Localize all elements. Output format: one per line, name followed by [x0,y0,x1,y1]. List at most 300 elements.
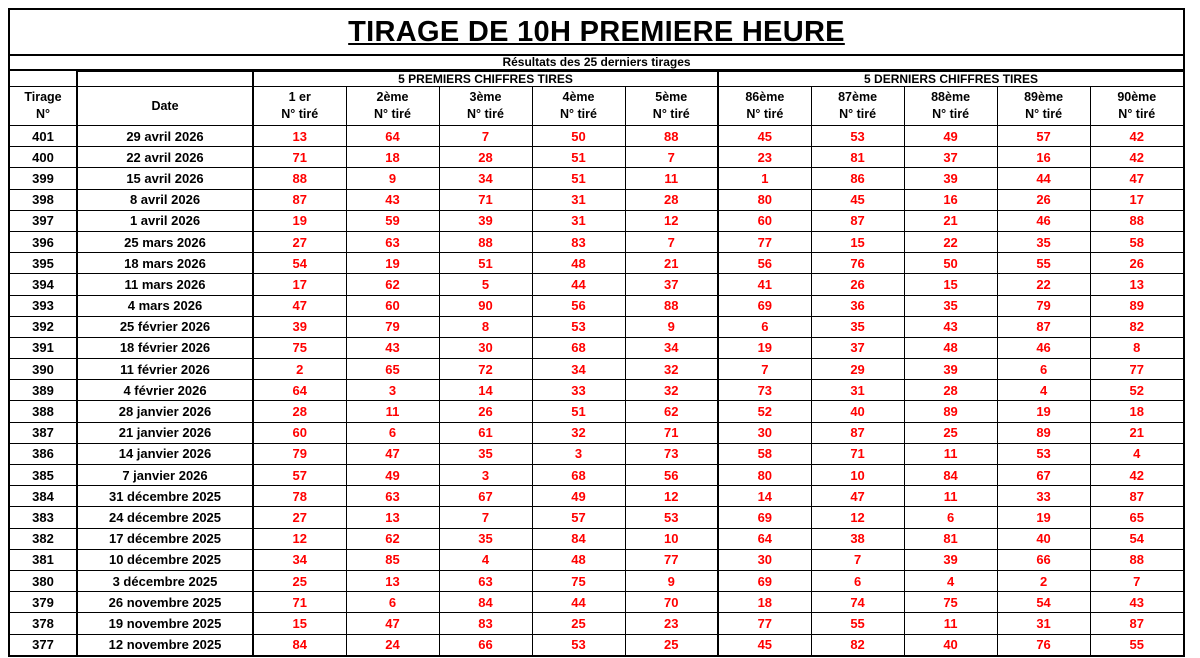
drawn-number: 30 [718,549,811,570]
header-col-4 [532,87,625,126]
drawn-number: 51 [532,401,625,422]
drawn-number: 19 [718,337,811,358]
drawn-number: 15 [811,231,904,252]
drawn-number: 77 [1090,359,1183,380]
drawn-number: 55 [997,253,1090,274]
draw-date: 25 mars 2026 [77,231,253,252]
header-tirage-line: Tirage [24,90,62,104]
header-col-6 [718,87,811,126]
drawn-number: 88 [1090,549,1183,570]
drawn-number: 35 [811,316,904,337]
drawn-number: 83 [439,613,532,634]
group-empty-cell [10,72,77,87]
table-row [10,231,1183,252]
drawn-number: 8 [1090,337,1183,358]
drawn-number: 71 [253,147,346,168]
drawn-number: 63 [346,231,439,252]
drawn-number: 75 [532,570,625,591]
header-col-line: N° tiré [374,107,411,121]
drawn-number: 87 [1090,613,1183,634]
draw-number: 401 [10,126,77,147]
table-row [10,126,1183,147]
draw-number: 393 [10,295,77,316]
drawn-number: 7 [439,126,532,147]
drawn-number: 77 [718,231,811,252]
draw-date: 26 novembre 2025 [77,592,253,613]
draw-number: 381 [10,549,77,570]
header-col-line: N° tiré [560,107,597,121]
drawn-number: 86 [811,168,904,189]
drawn-number: 24 [346,634,439,655]
drawn-number: 88 [1090,210,1183,231]
group-header-row [10,72,1183,87]
draw-date: 11 mars 2026 [77,274,253,295]
drawn-number: 75 [253,337,346,358]
drawn-number: 15 [253,613,346,634]
header-col-line: 1 er [288,90,311,104]
drawn-number: 84 [904,465,997,486]
drawn-number: 34 [439,168,532,189]
drawn-number: 10 [811,465,904,486]
drawn-number: 53 [625,507,718,528]
drawn-number: 44 [532,592,625,613]
drawn-number: 38 [811,528,904,549]
drawn-number: 60 [718,210,811,231]
drawn-number: 9 [346,168,439,189]
draw-date: 18 février 2026 [77,337,253,358]
drawn-number: 49 [904,126,997,147]
drawn-number: 58 [718,443,811,464]
drawn-number: 47 [253,295,346,316]
results-table [10,71,1183,655]
table-row [10,253,1183,274]
drawn-number: 56 [718,253,811,274]
drawn-number: 46 [997,337,1090,358]
table-row [10,634,1183,655]
drawn-number: 66 [439,634,532,655]
drawn-number: 87 [1090,486,1183,507]
drawn-number: 18 [346,147,439,168]
drawn-number: 57 [997,126,1090,147]
drawn-number: 8 [439,316,532,337]
drawn-number: 40 [904,634,997,655]
drawn-number: 31 [532,210,625,231]
drawn-number: 47 [346,613,439,634]
table-row [10,401,1183,422]
header-col-line: 87ème [838,90,878,104]
drawn-number: 35 [439,528,532,549]
title-bar [10,10,1183,56]
draw-number: 377 [10,634,77,655]
drawn-number: 33 [997,486,1090,507]
drawn-number: 51 [532,168,625,189]
drawn-number: 76 [997,634,1090,655]
drawn-number: 9 [625,316,718,337]
drawn-number: 45 [811,189,904,210]
drawn-number: 23 [718,147,811,168]
drawn-number: 37 [625,274,718,295]
drawn-number: 63 [439,570,532,591]
drawn-number: 53 [811,126,904,147]
drawn-number: 80 [718,465,811,486]
drawn-number: 84 [253,634,346,655]
drawn-number: 66 [997,549,1090,570]
drawn-number: 50 [532,126,625,147]
table-row [10,359,1183,380]
drawn-number: 11 [904,486,997,507]
draw-date: 25 février 2026 [77,316,253,337]
drawn-number: 28 [253,401,346,422]
table-row [10,422,1183,443]
draw-number: 384 [10,486,77,507]
drawn-number: 31 [532,189,625,210]
drawn-number: 49 [532,486,625,507]
drawn-number: 32 [532,422,625,443]
drawn-number: 35 [439,443,532,464]
drawn-number: 35 [997,231,1090,252]
header-col-line: 88ème [931,90,971,104]
drawn-number: 59 [346,210,439,231]
drawn-number: 34 [532,359,625,380]
header-col-5 [625,87,718,126]
drawn-number: 7 [625,147,718,168]
draw-date: 18 mars 2026 [77,253,253,274]
drawn-number: 11 [625,168,718,189]
drawn-number: 4 [904,570,997,591]
drawn-number: 88 [625,126,718,147]
drawn-number: 48 [532,253,625,274]
drawn-number: 11 [904,443,997,464]
drawn-number: 85 [346,549,439,570]
table-row [10,168,1183,189]
drawn-number: 26 [1090,253,1183,274]
drawn-number: 45 [718,126,811,147]
drawn-number: 10 [625,528,718,549]
drawn-number: 88 [439,231,532,252]
group-last-five: 5 DERNIERS CHIFFRES TIRES [718,72,1183,87]
drawn-number: 47 [1090,168,1183,189]
draw-date: 10 décembre 2025 [77,549,253,570]
drawn-number: 18 [1090,401,1183,422]
header-col-line: N° tiré [839,107,877,121]
drawn-number: 82 [1090,316,1183,337]
draw-number: 382 [10,528,77,549]
drawn-number: 3 [346,380,439,401]
drawn-number: 35 [904,295,997,316]
draw-date: 28 janvier 2026 [77,401,253,422]
table-row [10,316,1183,337]
drawn-number: 44 [532,274,625,295]
drawn-number: 60 [346,295,439,316]
drawn-number: 77 [625,549,718,570]
drawn-number: 53 [532,316,625,337]
drawn-number: 25 [532,613,625,634]
drawn-number: 87 [253,189,346,210]
drawn-number: 21 [1090,422,1183,443]
drawn-number: 32 [625,359,718,380]
drawn-number: 62 [346,528,439,549]
header-col-line: 90ème [1117,90,1157,104]
draw-date: 29 avril 2026 [77,126,253,147]
drawn-number: 77 [718,613,811,634]
drawn-number: 16 [997,147,1090,168]
drawn-number: 2 [997,570,1090,591]
drawn-number: 13 [253,126,346,147]
drawn-number: 27 [253,231,346,252]
drawn-number: 3 [439,465,532,486]
drawn-number: 31 [811,380,904,401]
drawn-number: 26 [811,274,904,295]
draw-date: 4 mars 2026 [77,295,253,316]
draw-date: 31 décembre 2025 [77,486,253,507]
drawn-number: 51 [532,147,625,168]
drawn-number: 71 [625,422,718,443]
drawn-number: 19 [253,210,346,231]
table-row [10,443,1183,464]
drawn-number: 53 [997,443,1090,464]
header-col-3 [439,87,532,126]
header-col-line: 89ème [1024,90,1064,104]
drawn-number: 46 [997,210,1090,231]
header-col-line: 5ème [655,90,688,104]
drawn-number: 55 [1090,634,1183,655]
drawn-number: 55 [811,613,904,634]
drawn-number: 52 [718,401,811,422]
drawn-number: 19 [346,253,439,274]
drawn-number: 39 [904,359,997,380]
draw-number: 395 [10,253,77,274]
drawn-number: 54 [997,592,1090,613]
drawn-number: 65 [346,359,439,380]
drawn-number: 74 [811,592,904,613]
drawn-number: 6 [997,359,1090,380]
draw-date: 7 janvier 2026 [77,465,253,486]
drawn-number: 78 [253,486,346,507]
draw-number: 396 [10,231,77,252]
drawn-number: 34 [625,337,718,358]
drawn-number: 12 [625,210,718,231]
drawn-number: 37 [904,147,997,168]
header-col-7 [811,87,904,126]
header-col-line: N° tiré [652,107,690,121]
drawn-number: 25 [625,634,718,655]
draw-date: 15 avril 2026 [77,168,253,189]
draw-date: 12 novembre 2025 [77,634,253,655]
drawn-number: 73 [625,443,718,464]
header-col-8 [904,87,997,126]
draw-date: 19 novembre 2025 [77,613,253,634]
draw-date: 22 avril 2026 [77,147,253,168]
draw-number: 392 [10,316,77,337]
draw-number: 389 [10,380,77,401]
drawn-number: 19 [997,507,1090,528]
draw-number: 397 [10,210,77,231]
drawn-number: 5 [439,274,532,295]
drawn-number: 6 [718,316,811,337]
drawn-number: 32 [625,380,718,401]
group-first-five: 5 PREMIERS CHIFFRES TIRES [253,72,718,87]
draw-number: 390 [10,359,77,380]
drawn-number: 49 [346,465,439,486]
drawn-number: 6 [811,570,904,591]
drawn-number: 70 [625,592,718,613]
drawn-number: 64 [346,126,439,147]
draw-date: 1 avril 2026 [77,210,253,231]
drawn-number: 90 [439,295,532,316]
drawn-number: 89 [997,422,1090,443]
table-row [10,613,1183,634]
header-col-1 [253,87,346,126]
drawn-number: 21 [904,210,997,231]
table-row [10,147,1183,168]
drawn-number: 84 [532,528,625,549]
drawn-number: 51 [439,253,532,274]
drawn-number: 34 [253,549,346,570]
header-tirage [10,87,77,126]
drawn-number: 23 [625,613,718,634]
table-row [10,295,1183,316]
drawn-number: 6 [904,507,997,528]
drawn-number: 1 [718,168,811,189]
drawn-number: 50 [904,253,997,274]
table-row [10,486,1183,507]
drawn-number: 42 [1090,147,1183,168]
drawn-number: 84 [439,592,532,613]
drawn-number: 44 [997,168,1090,189]
draw-number: 388 [10,401,77,422]
header-col-10 [1090,87,1183,126]
drawn-number: 12 [811,507,904,528]
header-col-line: 4ème [562,90,595,104]
header-col-line: N° tiré [281,107,319,121]
drawn-number: 48 [904,337,997,358]
drawn-number: 69 [718,507,811,528]
drawn-number: 71 [253,592,346,613]
drawn-number: 27 [253,507,346,528]
drawn-number: 48 [532,549,625,570]
drawn-number: 25 [253,570,346,591]
drawn-number: 43 [904,316,997,337]
drawn-number: 58 [1090,231,1183,252]
drawn-number: 53 [532,634,625,655]
drawn-number: 88 [625,295,718,316]
drawn-number: 40 [997,528,1090,549]
drawn-number: 68 [532,465,625,486]
drawn-number: 6 [346,592,439,613]
draw-date: 14 janvier 2026 [77,443,253,464]
drawn-number: 26 [997,189,1090,210]
drawn-number: 28 [904,380,997,401]
drawn-number: 40 [811,401,904,422]
drawn-number: 42 [1090,126,1183,147]
drawn-number: 81 [904,528,997,549]
draw-number: 398 [10,189,77,210]
column-header-row [10,87,1183,126]
drawn-number: 45 [718,634,811,655]
drawn-number: 4 [997,380,1090,401]
draw-number: 380 [10,570,77,591]
drawn-number: 76 [811,253,904,274]
drawn-number: 13 [346,570,439,591]
draw-number: 383 [10,507,77,528]
drawn-number: 87 [811,210,904,231]
drawn-number: 7 [439,507,532,528]
drawn-number: 73 [718,380,811,401]
drawn-number: 89 [1090,295,1183,316]
drawn-number: 17 [1090,189,1183,210]
drawn-number: 65 [1090,507,1183,528]
drawn-number: 21 [625,253,718,274]
group-empty-cell [77,72,253,87]
draw-number: 400 [10,147,77,168]
drawn-number: 89 [904,401,997,422]
drawn-number: 13 [346,507,439,528]
drawn-number: 87 [811,422,904,443]
drawn-number: 12 [253,528,346,549]
drawn-number: 79 [997,295,1090,316]
draw-date: 21 janvier 2026 [77,422,253,443]
drawn-number: 64 [253,380,346,401]
drawn-number: 61 [439,422,532,443]
draw-number: 399 [10,168,77,189]
drawn-number: 67 [997,465,1090,486]
draw-number: 379 [10,592,77,613]
drawn-number: 7 [1090,570,1183,591]
drawn-number: 28 [625,189,718,210]
table-row [10,337,1183,358]
drawn-number: 80 [718,189,811,210]
draw-number: 378 [10,613,77,634]
drawn-number: 29 [811,359,904,380]
table-row [10,528,1183,549]
drawn-number: 11 [904,613,997,634]
drawn-number: 62 [346,274,439,295]
draw-date: 4 février 2026 [77,380,253,401]
drawn-number: 39 [904,549,997,570]
drawn-number: 88 [253,168,346,189]
header-col-line: N° tiré [1118,107,1156,121]
drawn-number: 57 [253,465,346,486]
header-col-line: N° tiré [1025,107,1063,121]
drawn-number: 67 [439,486,532,507]
drawn-number: 19 [997,401,1090,422]
table-row [10,210,1183,231]
drawn-number: 12 [625,486,718,507]
drawn-number: 79 [346,316,439,337]
header-col-line: N° tiré [467,107,504,121]
draw-number: 385 [10,465,77,486]
drawn-number: 37 [811,337,904,358]
table-row [10,570,1183,591]
header-col-line: N° tiré [932,107,970,121]
drawn-number: 72 [439,359,532,380]
drawn-number: 60 [253,422,346,443]
draw-date: 17 décembre 2025 [77,528,253,549]
drawn-number: 56 [625,465,718,486]
drawn-number: 4 [439,549,532,570]
drawn-number: 62 [625,401,718,422]
drawn-number: 28 [439,147,532,168]
drawn-number: 63 [346,486,439,507]
header-col-2 [346,87,439,126]
drawn-number: 25 [904,422,997,443]
drawn-number: 22 [904,231,997,252]
header-col-line: 3ème [469,90,502,104]
header-col-line: 2ème [376,90,409,104]
drawn-number: 81 [811,147,904,168]
drawn-number: 4 [1090,443,1183,464]
drawn-number: 56 [532,295,625,316]
